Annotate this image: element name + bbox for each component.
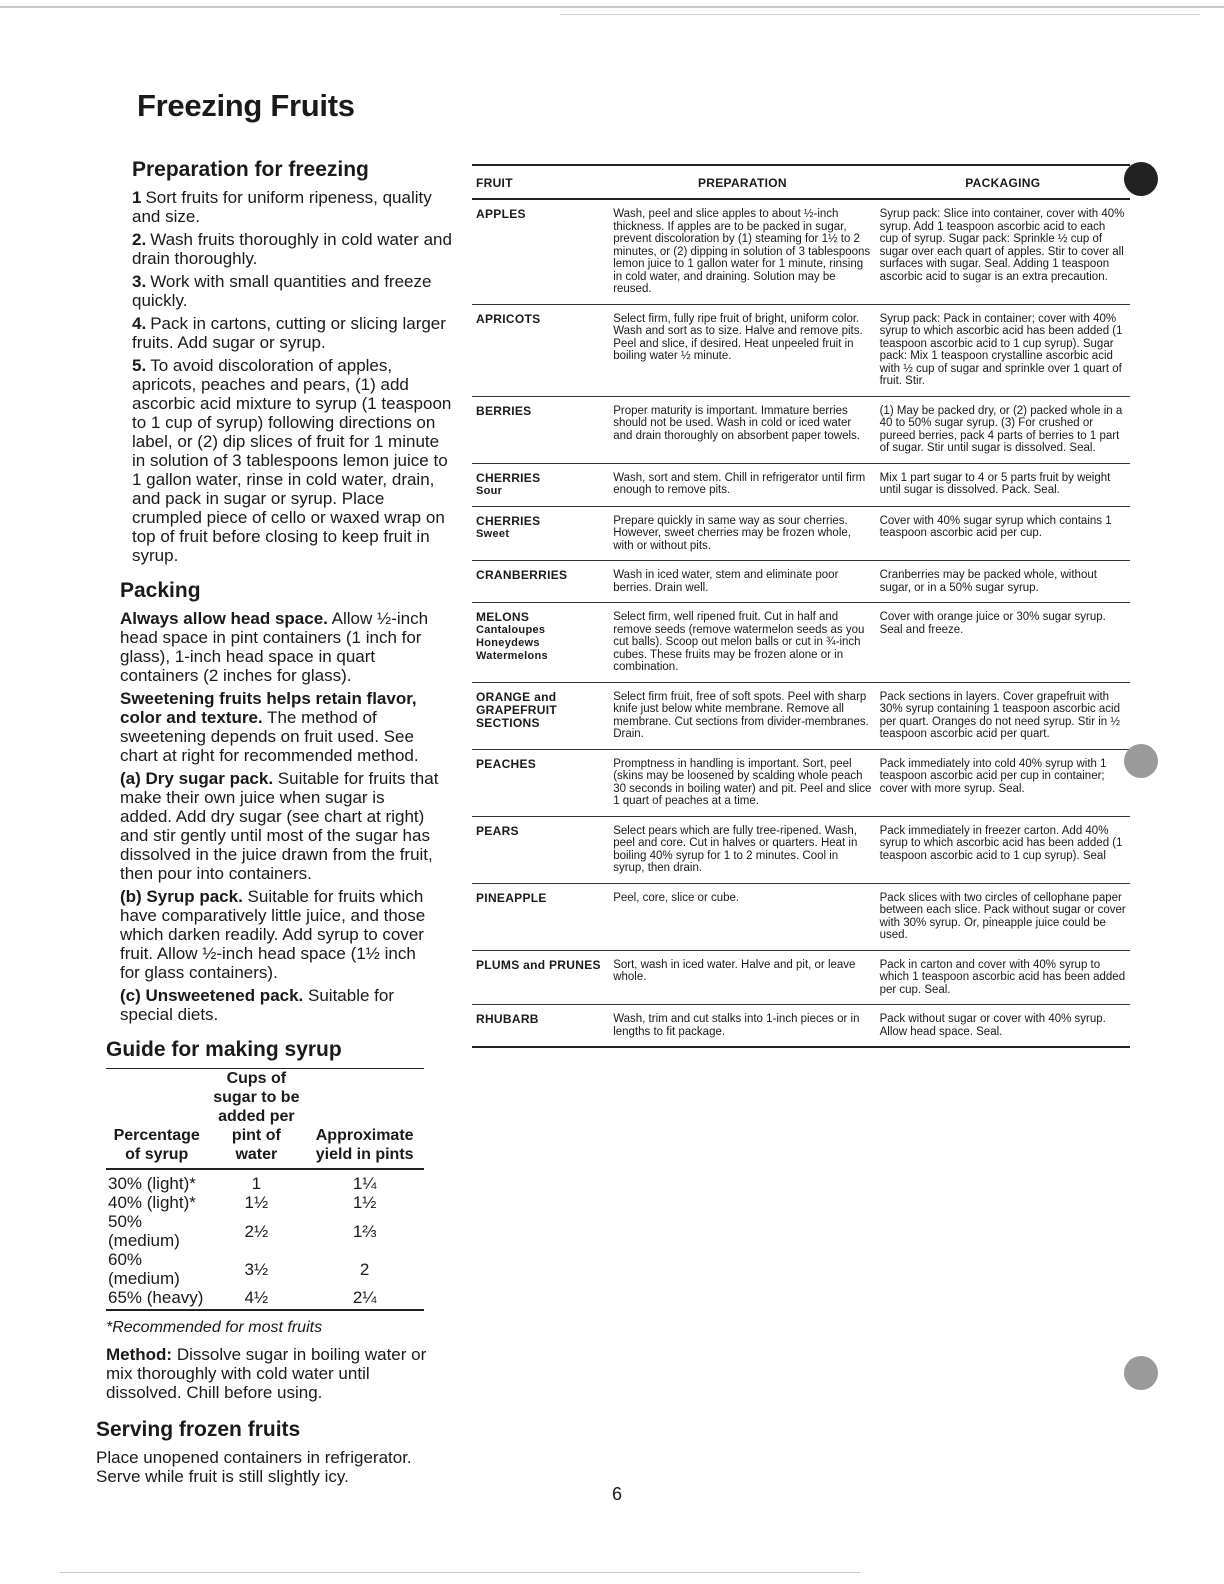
step-number: 1 [132, 188, 142, 207]
fruit-row [472, 304, 1130, 396]
fruit-table-wrapper [472, 164, 1130, 1048]
preparation-step [132, 188, 452, 226]
page-title: Freezing Fruits [137, 88, 355, 123]
preparation-cell: Wash, sort and stem. Chill in refrigerator until firm enough to remove pits. [609, 463, 875, 506]
syrup-cell-pct: 40% (light)* [108, 1193, 196, 1212]
fruit-row [472, 561, 1130, 603]
unsweetened-pack-paragraph [120, 986, 440, 1024]
top-rule [0, 6, 1224, 8]
preparation-cell: Select pears which are fully tree-ripened. Wash, peel and core. Cut in halves or quarters. Heat in boiling 40% syrup for 1 to 2 minutes. Cool in syrup, then drain. [609, 816, 875, 883]
fruit-name-cell [472, 304, 609, 396]
syrup-cell-cups: 3½ [244, 1259, 269, 1279]
fruit-name: CRANBERRIES [476, 568, 568, 582]
preparation-cell: Wash, trim and cut stalks into 1-inch pieces or in lengths to fit package. [609, 1005, 875, 1048]
fruit-name: PINEAPPLE [476, 890, 547, 905]
preparation-cell: Wash, peel and slice apples to about ½-inch thickness. If apples are to be packed in sugar, prevent discoloration by (1) steaming for 1½ to 2 minutes, or (2) dipping in solution of 3 tablespoons lemon juice to 1 gallon water for 1 minute, rinsing in cold water, and draining. Solution may be reused. [609, 199, 875, 304]
fruit-name-cell [472, 603, 609, 683]
syrup-row [106, 1288, 424, 1310]
preparation-step [132, 314, 452, 352]
fruit-variety: Cantaloupes Honeydews Watermelons [476, 624, 548, 662]
fruit-name-cell [472, 1005, 609, 1048]
fruit-variety: Sweet [476, 527, 510, 540]
fruit-name-cell [472, 749, 609, 816]
preparation-step [132, 272, 452, 310]
syrup-row [106, 1212, 424, 1250]
preparation-heading: Preparation for freezing [132, 158, 369, 181]
fruit-name-cell [472, 682, 609, 749]
fruit-table [472, 164, 1130, 1048]
preparation-steps [132, 188, 452, 565]
syrup-cell-yield: 1½ [352, 1193, 377, 1212]
packaging-cell: (1) May be packed dry, or (2) packed whole in a 40 to 50% sugar syrup. (3) For crushed or pureed berries, pack 4 parts of berries to 1 part of sugar. Stir until sugar is dissolved. Seal. [876, 396, 1130, 463]
preparation-cell: Select firm, fully ripe fruit of bright, uniform color. Wash and sort as to size. Halve and remove pits. Peel and slice, if desired. Heat unpeeled fruit in boiling water ½ minute. [609, 304, 875, 396]
syrup-table [106, 1068, 424, 1311]
page-number: 6 [612, 1484, 623, 1504]
fruit-row [472, 749, 1130, 816]
fruit-row [472, 396, 1130, 463]
bottom-rule [60, 1572, 860, 1573]
fruit-name: CHERRIES [476, 470, 541, 485]
preparation-step [132, 230, 452, 268]
syrup-cell-cups: 1½ [244, 1193, 269, 1212]
preparation-cell: Select firm, well ripened fruit. Cut in half and remove seeds (remove watermelon seeds as you cut balls). Scoop out melon balls or cut in ¾-inch cubes. These fruits may be frozen alone or in combination. [609, 603, 875, 683]
fruit-row [472, 950, 1130, 1005]
method-text: Dissolve sugar in boiling water or mix thoroughly with cold water until dissolved. Chill before using. [106, 1345, 427, 1402]
fruit-name-cell [472, 463, 609, 506]
fruit-row [472, 603, 1130, 683]
syrup-col-yield: Approximate yield in pints [305, 1069, 424, 1170]
fruit-name: APPLES [476, 207, 526, 221]
syrup-cell-pct: 30% (light)* [108, 1174, 196, 1193]
method-paragraph [106, 1345, 428, 1402]
step-text: To avoid discoloration of apples, apricots, peaches and pears, (1) add ascorbic acid mixture to syrup (1 teaspoon to 1 cup of syrup) following directions on label, or (2) dip slices of fruit for 1 minute in solution of 3 tablespoons lemon juice to 1 gallon water, rinse in cold water, drain, and pack in sugar or syrup. Place crumpled piece of cello or waxed wrap on top of fruit before closing to keep fruit in syrup. [132, 356, 452, 565]
unsweetened-pack-text: Suitable for special diets. [120, 986, 395, 1024]
fruit-row [472, 1005, 1130, 1048]
preparation-cell: Select firm fruit, free of soft spots. Peel with sharp knife just below white membrane. Remove all membrane. Cut sections from divider-membranes. Drain. [609, 682, 875, 749]
preparation-cell: Prepare quickly in same way as sour cherries. However, sweet cherries may be frozen whole, with or without pits. [609, 506, 875, 561]
preparation-cell: Proper maturity is important. Immature berries should not be used. Wash in cold or iced water and drain thoroughly on absorbent paper towels. [609, 396, 875, 463]
preparation-col-header: PREPARATION [609, 165, 875, 199]
binder-hole-icon [1124, 162, 1158, 196]
fruit-name-cell [472, 883, 609, 950]
headspace-bold: Always allow head space. [120, 609, 328, 628]
preparation-cell: Wash in iced water, stem and eliminate poor berries. Drain well. [609, 561, 875, 603]
syrup-col-percentage: Percentage of syrup [106, 1069, 207, 1170]
fruit-name: BERRIES [476, 403, 532, 418]
dry-pack-bold: (a) Dry sugar pack. [120, 769, 274, 788]
syrup-cell-cups: 4½ [207, 1288, 305, 1310]
packaging-cell: Cover with orange juice or 30% sugar syrup. Seal and freeze. [876, 603, 1130, 683]
fruit-row [472, 816, 1130, 883]
step-text: Pack in cartons, cutting or slicing larger fruits. Add sugar or syrup. [132, 314, 446, 352]
syrup-pack-bold: (b) Syrup pack. [120, 887, 243, 906]
fruit-name-cell [472, 561, 609, 603]
packaging-cell: Syrup pack: Pack in container; cover with 40% syrup to which ascorbic acid has been added (1 teaspoon ascorbic acid to 1 cup syrup). Sugar pack: Mix 1 teaspoon crystalline ascorbic acid with ½ cup of sugar and sprinkle over 1 quart of fruit. Stir. [876, 304, 1130, 396]
packaging-cell: Pack immediately into cold 40% syrup with 1 teaspoon ascorbic acid per cup in container; cover with more syrup. Seal. [876, 749, 1130, 816]
syrup-cell-yield: 1¼ [352, 1174, 377, 1193]
step-text: Sort fruits for uniform ripeness, quality and size. [132, 188, 432, 226]
syrup-guide-heading: Guide for making syrup [106, 1038, 342, 1061]
preparation-section [132, 158, 452, 565]
method-label: Method: [106, 1345, 173, 1364]
syrup-cell-pct: 60% (medium) [108, 1250, 180, 1288]
fruit-variety: Sour [476, 484, 503, 497]
fruit-name: APRICOTS [476, 311, 541, 326]
step-number: 5. [132, 356, 147, 375]
syrup-pack-paragraph [120, 887, 440, 982]
fruit-name-cell [472, 816, 609, 883]
step-number: 2. [132, 230, 147, 249]
syrup-cell-pct: 50% (medium) [108, 1212, 180, 1250]
fruit-row [472, 199, 1130, 304]
fruit-row [472, 883, 1130, 950]
fruit-name: PEACHES [476, 756, 537, 771]
binder-hole-icon [1124, 744, 1158, 778]
packaging-cell: Pack in carton and cover with 40% syrup to which 1 teaspoon ascorbic acid has been added per cup. Seal. [876, 950, 1130, 1005]
fruit-name-cell [472, 396, 609, 463]
syrup-row [106, 1193, 424, 1212]
headspace-paragraph [120, 609, 440, 685]
fruit-name: PLUMS and PRUNES [476, 957, 601, 972]
fruit-name: ORANGE and GRAPEFRUIT SECTIONS [476, 689, 557, 730]
sweetening-bold: Sweetening fruits helps retain flavor, color and texture. [120, 689, 417, 727]
fruit-row [472, 506, 1130, 561]
packaging-cell: Pack sections in layers. Cover grapefruit with 30% syrup containing 1 teaspoon ascorbic acid per quart. Oranges do not need syrup. Stir in ½ teaspoon ascorbic acid per quart. [876, 682, 1130, 749]
syrup-guide-section [106, 1038, 428, 1402]
syrup-note: *Recommended for most fruits [106, 1319, 323, 1336]
preparation-cell: Sort, wash in iced water. Halve and pit, or leave whole. [609, 950, 875, 1005]
syrup-pack-text: Suitable for fruits which have comparatively little juice, and those which darken readily. Add syrup to cover fruit. Allow ½-inch head space (1½ inch for glass containers). [120, 887, 426, 982]
fruit-name: PEARS [476, 823, 519, 838]
serving-section [96, 1418, 426, 1486]
preparation-cell: Peel, core, slice or cube. [609, 883, 875, 950]
top-rule-secondary [560, 14, 1200, 15]
packaging-cell: Pack slices with two circles of cellophane paper between each slice. Pack without sugar or cover with 30% syrup. Or, pineapple juice could be used. [876, 883, 1130, 950]
step-text: Wash fruits thoroughly in cold water and drain thoroughly. [132, 230, 452, 268]
dry-pack-paragraph [120, 769, 440, 883]
left-column [96, 158, 456, 1490]
headspace-text: Allow ½-inch head space in pint containers (1 inch for glass), 1-inch head space in quart containers (2 inches for glass). [120, 609, 429, 685]
fruit-name: CHERRIES [476, 513, 541, 528]
syrup-cell-cups: 1 [251, 1174, 262, 1193]
unsweetened-pack-bold: (c) Unsweetened pack. [120, 986, 304, 1005]
fruit-name: RHUBARB [476, 1012, 539, 1026]
serving-heading: Serving frozen fruits [96, 1418, 301, 1441]
sweetening-paragraph [120, 689, 440, 765]
packaging-cell: Mix 1 part sugar to 4 or 5 parts fruit by weight until sugar is dissolved. Pack. Seal. [876, 463, 1130, 506]
fruit-row [472, 463, 1130, 506]
syrup-cell-cups: 2½ [244, 1221, 269, 1241]
packing-heading: Packing [120, 579, 201, 602]
packaging-cell: Pack without sugar or cover with 40% syrup. Allow head space. Seal. [876, 1005, 1130, 1048]
step-number: 3. [132, 272, 147, 291]
fruit-row [472, 682, 1130, 749]
fruit-name-cell [472, 950, 609, 1005]
preparation-cell: Promptness in handling is important. Sort, peel (skins may be loosened by scalding whole peach 30 seconds in boiling water) and pit. Peel and slice 1 quart of peaches at a time. [609, 749, 875, 816]
packaging-cell: Syrup pack: Slice into container, cover with 40% syrup. Add 1 teaspoon ascorbic acid to each cup of syrup. Sugar pack: Sprinkle ½ cup of sugar over each quart of apples. Stir to cover all surfaces with sugar. Seal. Adding 1 teaspoon ascorbic acid to sugar is an extra precaution. [876, 199, 1130, 304]
fruit-name: MELONS [476, 610, 530, 624]
fruit-name-cell [472, 199, 609, 304]
fruit-name-cell [472, 506, 609, 561]
step-number: 4. [132, 314, 147, 333]
syrup-row [106, 1169, 424, 1193]
dry-pack-text: Suitable for fruits that make their own juice when sugar is added. Add dry sugar (see chart at right) and stir gently until most of the sugar has dissolved in the juice drawn from the fruit, then pour into containers. [120, 769, 439, 883]
packaging-cell: Pack immediately in freezer carton. Add 40% syrup to which ascorbic acid has been added (1 teaspoon ascorbic acid to 1 cup syrup). Seal [876, 816, 1130, 883]
syrup-cell-pct: 65% (heavy) [106, 1288, 207, 1310]
syrup-row [106, 1250, 424, 1288]
syrup-col-cups: Cups of sugar to be added per pint of water [207, 1069, 305, 1170]
packaging-col-header: PACKAGING [876, 165, 1130, 199]
packaging-cell: Cranberries may be packed whole, without sugar, or in a 50% sugar syrup. [876, 561, 1130, 603]
preparation-step [132, 356, 452, 565]
syrup-cell-yield: 1⅔ [352, 1221, 377, 1241]
sweetening-text: The method of sweetening depends on fruit used. See chart at right for recommended method. [120, 708, 419, 765]
packing-section [120, 579, 440, 1024]
packaging-cell: Cover with 40% sugar syrup which contains 1 teaspoon ascorbic acid per cup. [876, 506, 1130, 561]
syrup-cell-yield: 2¼ [305, 1288, 424, 1310]
step-text: Work with small quantities and freeze quickly. [132, 272, 432, 310]
fruit-col-header: FRUIT [472, 165, 609, 199]
syrup-cell-yield: 2 [359, 1259, 370, 1279]
binder-hole-icon [1124, 1356, 1158, 1390]
serving-text: Place unopened containers in refrigerator. Serve while fruit is still slightly icy. [96, 1448, 412, 1486]
